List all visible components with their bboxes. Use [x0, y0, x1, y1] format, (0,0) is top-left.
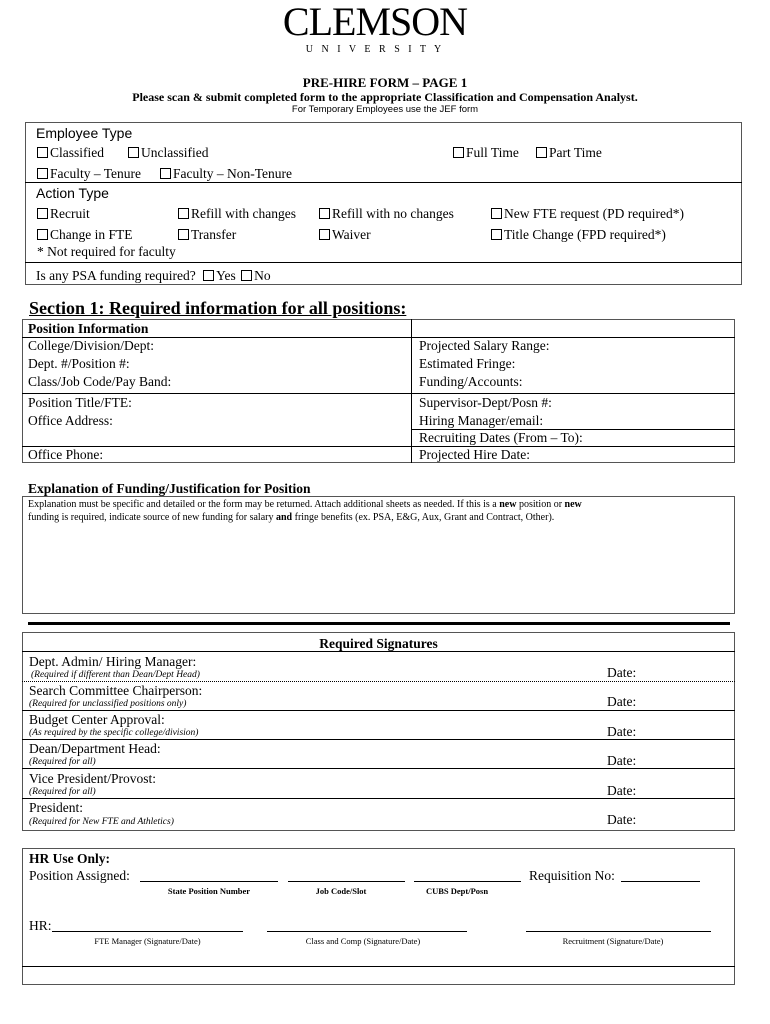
sig-vp-provost[interactable]: Vice President/Provost: [29, 771, 157, 786]
signatures-heading: Required Signatures [319, 636, 438, 651]
change-fte-option[interactable]: Change in FTE [37, 227, 133, 243]
sig-dept-admin[interactable]: Dept. Admin/ Hiring Manager: [29, 654, 197, 669]
unclassified-option[interactable]: Unclassified [128, 145, 208, 161]
position-title-field[interactable]: Position Title/FTE: [28, 395, 132, 410]
office-phone-field[interactable]: Office Phone: [28, 447, 104, 462]
checkbox-icon[interactable] [178, 208, 189, 219]
date-label[interactable]: Date: [607, 665, 637, 680]
psa-yes[interactable]: Yes [216, 268, 236, 283]
sig-search-chair[interactable]: Search Committee Chairperson: [29, 683, 203, 698]
form-title: PRE-HIRE FORM – PAGE 1 [302, 75, 468, 90]
checkbox-icon[interactable] [491, 208, 502, 219]
requisition-label: Requisition No: [529, 868, 615, 883]
state-position-line[interactable] [140, 881, 278, 882]
sig-president[interactable]: President: [29, 800, 83, 815]
date-label[interactable]: Date: [607, 783, 637, 798]
checkbox-icon[interactable] [160, 168, 171, 179]
checkbox-icon[interactable] [128, 147, 139, 158]
title-change-option[interactable]: Title Change (FPD required*) [491, 227, 666, 243]
hr-heading: HR Use Only: [29, 851, 110, 866]
hire-date-field[interactable]: Projected Hire Date: [419, 447, 530, 462]
class-comp-line[interactable] [267, 931, 467, 932]
sig-vp-provost-note: (Required for all) [29, 787, 96, 797]
classified-option[interactable]: Classified [37, 145, 104, 161]
sig-budget-center-note: (As required by the specific college/division) [29, 728, 199, 738]
hiring-manager-field[interactable]: Hiring Manager/email: [419, 413, 544, 428]
college-field[interactable]: College/Division/Dept: [28, 338, 154, 353]
faculty-footnote: * Not required for faculty [37, 244, 176, 259]
section-divider [28, 622, 730, 625]
date-label[interactable]: Date: [607, 694, 637, 709]
funding-heading: Explanation of Funding/Justification for Position [28, 481, 311, 496]
logo-name: CLEMSON [282, 0, 468, 44]
refill-no-changes-option[interactable]: Refill with no changes [319, 206, 454, 222]
transfer-option[interactable]: Transfer [178, 227, 236, 243]
sig-president-note: (Required for New FTE and Athletics) [29, 817, 174, 827]
form-note: For Temporary Employees use the JEF form [291, 104, 479, 115]
logo-sub: U N I V E R S I T Y [305, 44, 445, 55]
waiver-option[interactable]: Waiver [319, 227, 371, 243]
checkbox-icon[interactable] [37, 147, 48, 158]
dept-position-field[interactable]: Dept. #/Position #: [28, 356, 130, 371]
recruiting-dates-field[interactable]: Recruiting Dates (From – To): [419, 430, 583, 445]
new-fte-option[interactable]: New FTE request (PD required*) [491, 206, 684, 222]
checkbox-icon[interactable] [453, 147, 464, 158]
checkbox-icon[interactable] [37, 229, 48, 240]
part-time-option[interactable]: Part Time [536, 145, 602, 161]
checkbox-icon[interactable] [241, 270, 252, 281]
checkbox-icon[interactable] [319, 208, 330, 219]
checkbox-icon[interactable] [178, 229, 189, 240]
section1-title: Section 1: Required information for all positions: [29, 298, 407, 318]
refill-changes-option[interactable]: Refill with changes [178, 206, 296, 222]
checkbox-icon[interactable] [491, 229, 502, 240]
psa-no[interactable]: No [254, 268, 271, 283]
action-type-heading: Action Type [36, 185, 109, 201]
fringe-field[interactable]: Estimated Fringe: [419, 356, 516, 371]
state-position-caption: State Position Number [167, 886, 251, 896]
sig-dept-admin-note: (Required if different than Dean/Dept Head) [31, 670, 200, 680]
position-assigned-label: Position Assigned: [29, 868, 130, 883]
form-subtitle: Please scan & submit completed form to the appropriate Classification and Compensation Analyst. [132, 90, 638, 104]
funding-accounts-field[interactable]: Funding/Accounts: [419, 374, 523, 389]
class-job-code-field[interactable]: Class/Job Code/Pay Band: [28, 374, 172, 389]
cubs-caption: CUBS Dept/Posn [425, 886, 489, 896]
date-label[interactable]: Date: [607, 753, 637, 768]
requisition-line[interactable] [621, 881, 700, 882]
full-time-option[interactable]: Full Time [453, 145, 519, 161]
recruitment-caption: Recruitment (Signature/Date) [562, 936, 664, 946]
date-label[interactable]: Date: [607, 724, 637, 739]
checkbox-icon[interactable] [536, 147, 547, 158]
fte-manager-line[interactable] [52, 931, 243, 932]
date-label[interactable]: Date: [607, 812, 637, 827]
clemson-logo [282, 0, 468, 56]
funding-instructions: Explanation must be specific and detailed or the form may be returned. Attach additional sheets as needed. If this is a new position or new funding is required, indicate source of new funding for salary and fringe benefits (ex. PSA, E&G, Aux, Grant and Contract, Other). [28, 499, 582, 523]
sig-budget-center[interactable]: Budget Center Approval: [29, 712, 165, 727]
checkbox-icon[interactable] [37, 168, 48, 179]
job-code-line[interactable] [288, 881, 405, 882]
supervisor-field[interactable]: Supervisor-Dept/Posn #: [419, 395, 552, 410]
faculty-tenure-option[interactable]: Faculty – Tenure [37, 166, 141, 182]
office-address-field[interactable]: Office Address: [28, 413, 113, 428]
fte-manager-caption: FTE Manager (Signature/Date) [94, 936, 201, 946]
psa-question: Is any PSA funding required? Yes No [36, 268, 271, 283]
hr-label: HR: [29, 918, 52, 933]
checkbox-icon[interactable] [319, 229, 330, 240]
recruitment-line[interactable] [526, 931, 711, 932]
sig-dean-note: (Required for all) [29, 757, 96, 767]
position-info-heading: Position Information [28, 321, 149, 336]
job-code-caption: Job Code/Slot [315, 886, 367, 896]
sig-search-chair-note: (Required for unclassified positions only) [29, 699, 187, 709]
cubs-line[interactable] [414, 881, 521, 882]
sig-dean[interactable]: Dean/Department Head: [29, 741, 161, 756]
salary-range-field[interactable]: Projected Salary Range: [419, 338, 550, 353]
recruit-option[interactable]: Recruit [37, 206, 90, 222]
checkbox-icon[interactable] [203, 270, 214, 281]
class-comp-caption: Class and Comp (Signature/Date) [305, 936, 421, 946]
employee-type-heading: Employee Type [36, 125, 133, 141]
faculty-nontenure-option[interactable]: Faculty – Non-Tenure [160, 166, 292, 182]
checkbox-icon[interactable] [37, 208, 48, 219]
